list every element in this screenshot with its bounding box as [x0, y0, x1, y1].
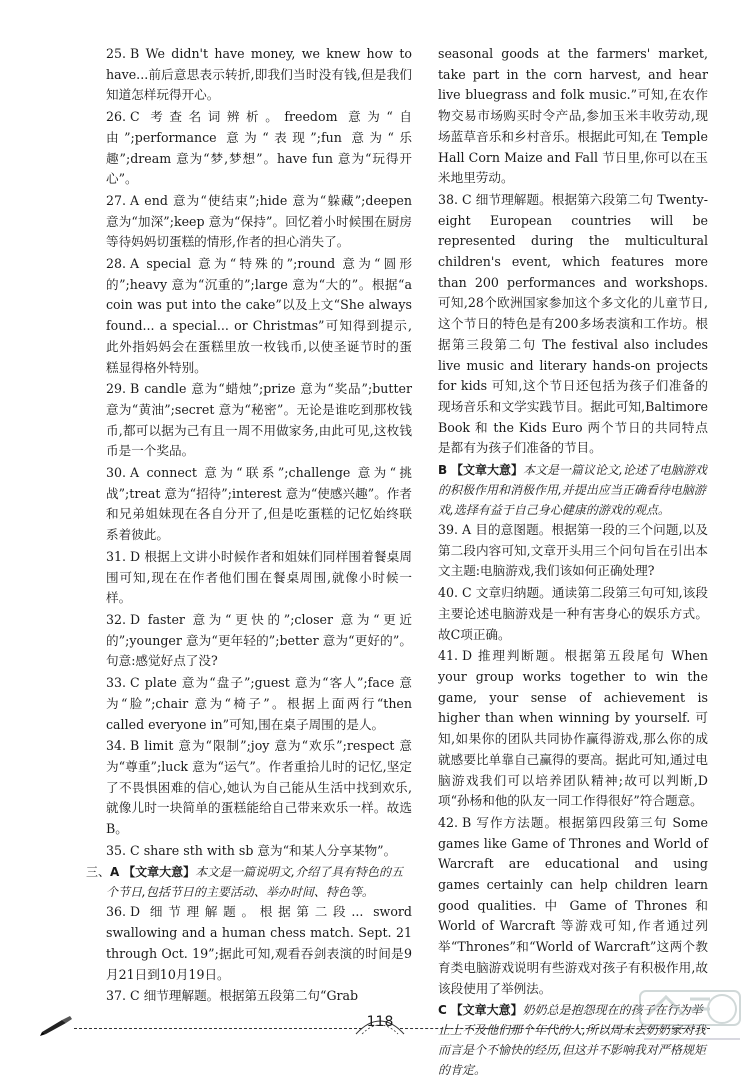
- answer-number: 33. C: [106, 675, 140, 691]
- section-label: B: [438, 463, 448, 478]
- answer-explanation: We didn't have money, we knew how to have...前后意思表示转折,即我们当时没有钱,但是我们知道怎样玩得开心。: [106, 46, 412, 103]
- answer-explanation: 目的意图题。根据第一段的三个问题,以及第二段内容可知,文章开头用三个问句旨在引出本文主题:电脑游戏,我们该如何正确处理?: [438, 522, 708, 579]
- answer-number: 39. A: [438, 522, 472, 538]
- answer-entry: [438, 646, 708, 812]
- section-b-header: [438, 460, 708, 520]
- section-label: C: [438, 1003, 447, 1018]
- answer-entry: [438, 190, 708, 459]
- answer-entry: [438, 813, 708, 999]
- section-summary: 本文是一篇议论文,论述了电脑游戏的积极作用和消极作用,并提出应当正确看待电脑游戏,选择有益于自己身心健康的游戏的观点。: [438, 463, 707, 518]
- answer-explanation: 考查名词辨析。freedom 意为“自由”;performance 意为“表现”;fun 意为“乐趣”;dream 意为“梦,梦想”。have fun 意为“玩得开心”。: [106, 109, 412, 187]
- right-continued-text: seasonal goods at the farmers' market, take part in the corn harvest, and hear live bluegrass and folk music.”可知,在农作物交易市场购买时令产品,参加玉米丰收劳动,现场蓝草音乐和乡村音乐。根据此可知,在 Temple Hall Corn Maize and Fall 节日里,你可以在玉米地里劳动。: [438, 46, 708, 186]
- answer-explanation: faster 意为“更快的”;closer 意为“更近的”;younger 意为“更年轻的”;better 意为“更好的”。句意:感觉好点了没?: [106, 611, 412, 669]
- left-entries: [106, 44, 412, 861]
- answer-number: 37. C: [106, 988, 140, 1004]
- answer-entry: [106, 736, 412, 840]
- answer-explanation: 细节理解题。根据第五段第二句“Grab: [143, 988, 359, 1004]
- answer-explanation: special 意为“特殊的”;round 意为“圆形的”;heavy 意为“沉重的”;large 意为“大的”。根据“a coin was put into the cake”以及上文“She always found... a special... or Christmas”可知得到提示,此外指妈妈会在蛋糕里放一枚钱币,以使圣诞节时的蛋糕显得格外特别。: [106, 256, 412, 375]
- answer-number: 36. D: [106, 904, 141, 920]
- section-a-header: [86, 862, 412, 902]
- answer-number: 35. C: [106, 842, 140, 858]
- mxqe-watermark: [636, 985, 748, 1045]
- section-summary: 奶奶总是抱怨现在的孩子在行为举止上不及他们那个年代的人,所以周末去奶奶家对我而言是个不愉快的经历,但这并不影响我对严格规矩的肯定。: [438, 1003, 706, 1078]
- answer-explanation: 文章归纳题。通读第二段第三句可知,该段主要论述电脑游戏是一种有害身心的娱乐方式。故C项正确。: [438, 585, 708, 642]
- answer-entry: [106, 463, 412, 546]
- section-title: 【文章大意】: [123, 865, 196, 880]
- answer-number: 25. B: [106, 46, 140, 61]
- page-number: 118: [366, 1014, 394, 1030]
- section-title: 【文章大意】: [450, 463, 523, 478]
- footer-rule-left: [74, 1028, 362, 1029]
- answer-number: 31. D: [106, 548, 141, 564]
- answer-number: 29. B: [106, 381, 140, 397]
- right-after-b-entries: [438, 520, 708, 999]
- answer-number: 26. C: [106, 109, 140, 125]
- answer-entry: [106, 379, 412, 462]
- answer-number: 28. A: [106, 256, 140, 272]
- answer-entry: [106, 986, 412, 1007]
- answer-number: 40. C: [438, 585, 472, 601]
- left-after-entries: [106, 902, 412, 1007]
- answer-entry: [106, 547, 412, 609]
- left-column: [86, 44, 412, 1008]
- section-title: 【文章大意】: [450, 1003, 523, 1018]
- section-roman-numeral: 三、: [86, 865, 111, 880]
- answer-explanation: end 意为“使结束”;hide 意为“躲藏”;deepen 意为“加深”;keep 意为“保持”。回忆着小时候围在厨房等待妈妈切蛋糕的情形,作者的担心消失了。: [106, 192, 412, 250]
- answer-entry: [106, 254, 412, 378]
- right-entries: [438, 190, 708, 459]
- answer-number: 32. D: [106, 611, 141, 627]
- answer-entry: [106, 841, 412, 862]
- answer-entry: [106, 673, 412, 735]
- answer-number: 42. B: [438, 814, 472, 830]
- answer-explanation: plate 意为“盘子”;guest 意为“客人”;face 意为“脸”;chair 意为“椅子”。根据上面两行“then called everyone in”可知,围在桌子周围的是人。: [106, 675, 412, 732]
- answer-entry: [106, 107, 412, 190]
- answer-explanation: candle 意为“蜡烛”;prize 意为“奖品”;butter 意为“黄油”;secret 意为“秘密”。无论是谁吃到那枚钱币,都可以据为己有且一周不用做家务,由此可见,这枚钱币是一个奖品。: [106, 381, 412, 459]
- answer-explanation: 推理判断题。根据第五段尾句 When your group works together to win the game, your sense of achievement is higher than when winning by yourself. 可知,如果你的团队共同协作赢得游戏,那么你的成就感要比单靠自己赢得的要高。据此可知,通过电脑游戏我们可以培养团队精神;故可以判断,D项“孙杨和他的队友一同工作得很好”符合题意。: [438, 648, 708, 809]
- pen-icon: [40, 1014, 74, 1036]
- answer-explanation: limit 意为“限制”;joy 意为“欢乐”;respect 意为“尊重”;luck 意为“运气”。作者重拾儿时的记忆,坚定了不畏惧困难的信心,她认为自己能从生活中找到欢乐,就像儿时一块简单的蛋糕能给自己带来欢乐一样。故选B。: [106, 738, 412, 837]
- answer-explanation: connect 意为“联系”;challenge 意为“挑战”;treat 意为“招待”;interest 意为“使感兴趣”。作者和兄弟姐妹现在各自分开了,但是吃蛋糕的记忆始终联系着彼此。: [106, 465, 412, 543]
- answer-explanation: 细节理解题。根据第二段... sword swallowing and a human chess match. Sept. 21 through Oct. 19”;据此可知,观看吞剑表演的时间是9月21日到10月19日。: [106, 904, 412, 982]
- answer-entry: [106, 44, 412, 106]
- answer-entry: [438, 520, 708, 582]
- answer-number: 34. B: [106, 738, 140, 754]
- page-footer: [40, 1010, 710, 1040]
- answer-explanation: 细节理解题。根据第六段第二句 Twenty-eight European countries will be represented during the multicultural children's event, which features more than 200 performances and workshops. 可知,28个欧洲国家参加这个多文化的儿童节日,这个节日的特色是有200多场表演和工作坊。根据第三段第二句 The festival also includes live music and literary hands-on projects for kids 可知,这个节日还包括为孩子们准备的现场音乐和文学实践节目。据此可知,Baltimore Book 和 the Kids Euro 两个节日的共同特点是都有为孩子们准备的节目。: [438, 191, 708, 456]
- answer-explanation: 根据上文讲小时候作者和姐妹们同样围着餐桌周围可知,现在在作者他们围在餐桌周围,就像小时候一样。: [106, 548, 412, 606]
- answer-entry: [106, 191, 412, 253]
- answer-number: 30. A: [106, 465, 140, 481]
- answer-entry: [106, 902, 412, 985]
- answer-entry: [106, 610, 412, 672]
- answer-explanation: 写作方法题。根据第四段第三句 Some games like Game of Thrones and World of Warcraft are educational and using games certainly can help children learn good qualities. 中 Game of Thrones 和 World of Warcraft 等游戏可知,作者通过列举“Thrones”和“World of Warcraft”这两个教育类电脑游戏说明有些游戏对孩子有积极作用,故该段使用了举例法。: [438, 814, 708, 996]
- answer-entry: [438, 583, 708, 645]
- answer-number: 38. C: [438, 191, 472, 207]
- answer-number: 41. D: [438, 648, 473, 664]
- section-label: A: [110, 865, 120, 880]
- answer-explanation: share sth with sb 意为“和某人分享某物”。: [143, 842, 397, 858]
- answer-number: 27. A: [106, 192, 140, 208]
- right-column: [438, 44, 708, 1080]
- section-summary: 本文是一篇说明文,介绍了具有特色的五个节日,包括节日的主要活动、举办时间、特色等。: [106, 865, 403, 900]
